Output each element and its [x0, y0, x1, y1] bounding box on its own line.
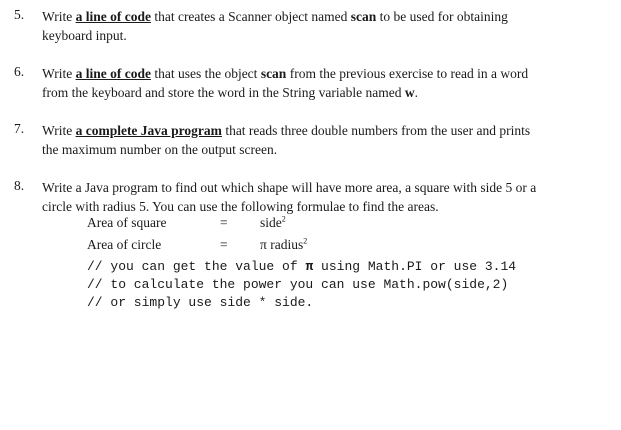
text-run: that creates a Scanner object named — [150, 9, 351, 24]
question-line: the maximum number on the output screen. — [42, 142, 278, 157]
formula-expression — [260, 215, 286, 231]
code-comment-line — [87, 259, 516, 274]
question-number: 5. — [14, 7, 25, 22]
question-line — [42, 83, 607, 102]
question-line — [42, 121, 607, 140]
formula-expression — [260, 237, 307, 253]
question-text — [42, 7, 607, 45]
exponent: 2 — [303, 236, 308, 246]
text-run: Write — [42, 9, 76, 24]
emphasis-underlined: a line of code — [75, 66, 151, 81]
emphasis-bold: scan — [350, 9, 377, 24]
emphasis-bold: w — [404, 85, 415, 100]
pi-symbol: π — [305, 259, 314, 274]
text-run: . — [414, 85, 419, 100]
text-run: from the previous exercise to read in a word — [286, 66, 529, 81]
text-run: radius — [266, 237, 304, 252]
emphasis-bold: scan — [260, 66, 287, 81]
question-number: 6. — [14, 64, 25, 79]
question-line: circle with radius 5. You can use the following formulae to find the areas. — [42, 199, 439, 214]
question-line — [42, 7, 607, 26]
pi-symbol: π — [260, 237, 267, 252]
code-comment-line: // or simply use side * side. — [87, 295, 314, 310]
emphasis-underlined: a complete Java program — [75, 123, 222, 138]
text-run: from the keyboard and store the word in the String variable named — [42, 85, 405, 100]
equals-sign: = — [220, 215, 228, 230]
code-comment-line: // to calculate the power you can use Math.pow(side,2) — [87, 277, 509, 292]
text-run: // you can get the value of — [87, 259, 306, 274]
question-text — [42, 121, 607, 159]
exponent: 2 — [281, 214, 286, 224]
question-text — [42, 64, 607, 102]
equals-sign: = — [220, 237, 228, 252]
text-run: using Math.PI or use 3.14 — [313, 259, 517, 274]
question-line: Write a Java program to find out which shape will have more area, a square with side 5 or a — [42, 180, 537, 195]
question-number: 8. — [14, 178, 25, 193]
text-run: that uses the object — [150, 66, 261, 81]
question-line — [42, 64, 607, 83]
formula-label: Area of square — [87, 215, 167, 230]
text-run: Write — [42, 123, 76, 138]
question-line: keyboard input. — [42, 28, 127, 43]
question-number: 7. — [14, 121, 25, 136]
emphasis-underlined: a line of code — [75, 9, 151, 24]
text-run: to be used for obtaining — [376, 9, 508, 24]
text-run: side — [260, 215, 282, 230]
question-text — [42, 178, 607, 216]
text-run: that reads three double numbers from the user and prints — [221, 123, 531, 138]
text-run: Write — [42, 66, 76, 81]
formula-label: Area of circle — [87, 237, 162, 252]
